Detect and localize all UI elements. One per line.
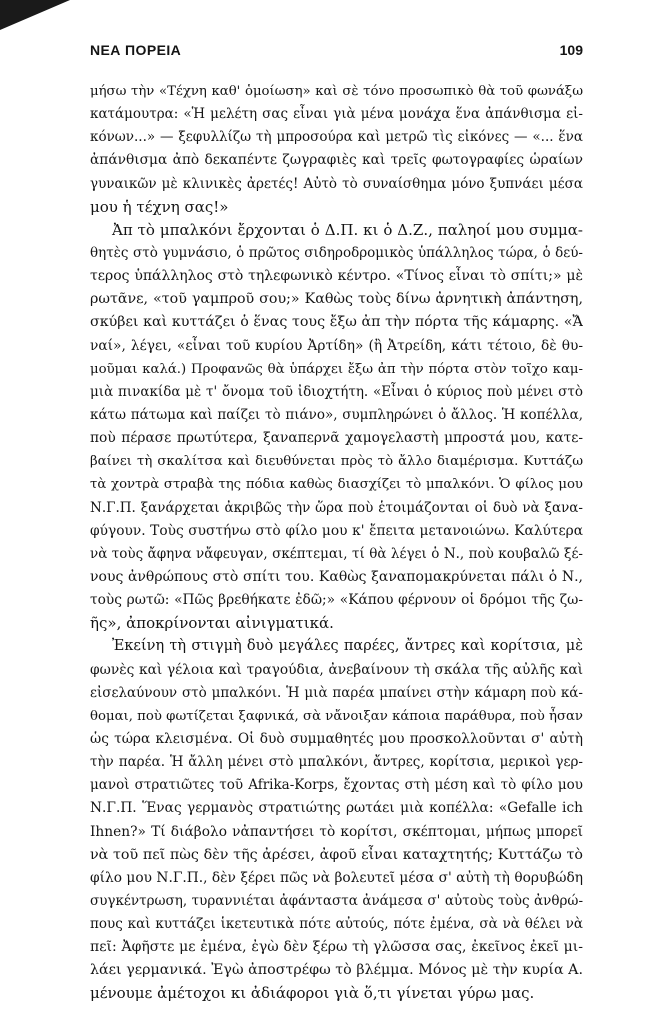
text-line: ῆς», ἀποκρίνονται αἰνιγματικά. (90, 614, 334, 633)
text-line: κόνων...» — ξεφυλλίζω τὴ μπροσούρα καὶ μετρῶ τὶς εἰκόνες — «... ἕνα (90, 129, 583, 146)
text-line: ναί», λέγει, «εἶναι τοῦ κυρίου Ἀρτίδη» (ἢ Ἀτρείδη, κάτι τέτοιο, δὲ θυ- (90, 337, 583, 354)
text-line: μιὰ πινακίδα μὲ τ' ὄνομα τοῦ ἰδιοχτήτη. «Εἶναι ὁ κύριος ποὺ μένει στὸ (90, 383, 583, 400)
text-line: μένουμε ἀμέτοχοι κι ἀδιάφοροι γιὰ ὅ,τι γίνεται γύρω μας. (90, 984, 535, 1003)
scan-shadow-corner (0, 0, 70, 30)
page-header (90, 42, 583, 64)
text-line: νὰ τοὺς ἄφηνα νἄφευγαν, σκέπτεμαι, τί θὰ λέγει ὁ Ν., ποὺ κουβαλῶ ξέ- (90, 545, 583, 562)
text-line: Ν.Γ.Π. Ἕνας γερμανὸς στρατιώτης ρωτάει μιὰ κοπέλλα: «Gefalle ich (90, 800, 583, 817)
text-line: φίλο μου Ν.Γ.Π., δὲν ξέρει πῶς νὰ βολευτεῖ μέσα σ' αὐτὴ τὴ θορυβώδη (90, 869, 583, 886)
text-line: τερος ὑπάλληλος στὸ τηλεφωνικὸ κέντρο. «Τίνος εἶναι τὸ σπίτι;» μὲ (90, 268, 583, 285)
text-line: ρωτᾶνε, «τοῦ γαμπροῦ σου;» Καθὼς τοὺς δίνω ἀρνητικὴ ἀπάντηση, (90, 291, 583, 308)
text-line: ὡς τώρα κλεισμένα. Οἱ δυὸ συμμαθητές μου προσκολλοῦνται σ' αὐτὴ (90, 730, 583, 747)
text-line: ποὺ πέρασε πρωτύτερα, ξαναπερνᾶ χαμογελαστὴ μπροστά μου, κατε- (90, 430, 583, 447)
text-line: σκύβει καὶ κυττάζει ὁ ἕνας τους ἔξω ἀπ τὴν πόρτα τῆς κάμαρης. «Ἄ (90, 314, 583, 331)
text-line: κατάμουτρα: «Ἡ μελέτη σας εἶναι γιὰ μένα μονάχα ἕνα ἀπάνθισμα εἰ- (90, 106, 583, 123)
text-line: εἰσελαύνουν στὸ μπαλκόνι. Ἡ μιὰ παρέα μπαίνει στὴν κάμαρη ποὺ κά- (90, 684, 583, 701)
text-line: Ἀπ τὸ μπαλκόνι ἔρχονται ὁ Δ.Π. κι ὁ Δ.Ζ., παληοί μου συμμα- (112, 220, 583, 239)
text-line: συγκέντρωση, τυραννιέται ἀφάνταστα ἀνάμεσα σ' αὐτοὺς τοὺς ἀνθρώ- (90, 892, 583, 909)
text-line: τὴν παρέα. Ἡ ἄλλη μένει στὸ μπαλκόνι, ἄντρες, κορίτσια, μερικοὶ γερ- (90, 754, 583, 771)
text-line: γυναικῶν μὲ κλινικὲς ἀρετές! Αὐτὸ τὸ συναίσθημα μόνο ξυπνάει μέσα (90, 175, 583, 192)
text-line: μανοὶ στρατιῶτες τοῦ Afrika-Korps, ἔχοντας στὴ μέση καὶ τὸ φίλο μου (90, 777, 583, 794)
running-title: ΝΕΑ ΠΟΡΕΙΑ (90, 42, 182, 58)
text-line: νους ἀνθρώπους στὸ σπίτι του. Καθὼς ξαναπομακρύνεται πάλι ὁ Ν., (90, 568, 583, 585)
text-line: φύγουν. Τοὺς συστήνω στὸ φίλο μου κ' ἔπειτα μετανοιώνω. Καλύτερα (90, 522, 583, 539)
text-line: πους καὶ κυττάζει ἱκετευτικὰ πότε αὐτούς, πότε ἐμένα, σὰ νὰ θέλει νὰ (90, 916, 583, 933)
text-line: λάει γερμανικά. Ἐγὼ ἀποστρέφω τὸ βλέμμα. Μόνος μὲ τὴν κυρία Α. (90, 962, 583, 979)
text-line: Ν.Γ.Π. ξανάρχεται ἀκριβῶς τὴν ὥρα ποὺ ἑτοιμάζονται οἱ δυὸ νὰ ξανα- (90, 499, 583, 516)
text-line: φωνὲς καὶ γέλοια καὶ τραγούδια, ἀνεβαίνουν τὴ σκάλα τῆς αὐλῆς καὶ (90, 661, 583, 678)
page-number: 109 (559, 42, 583, 58)
text-line: Ἐκείνη τὴ στιγμὴ δυὸ μεγάλες παρέες, ἄντρες καὶ κορίτσια, μὲ (112, 638, 583, 655)
text-line: θομαι, ποὺ φωτίζεται ξαφνικά, σὰ νἄνοιξαν κάποια παράθυρα, ποὺ ἦσαν (90, 708, 583, 724)
text-line: κάτω πάτωμα καὶ παίζει τὸ πιάνο», συμπληρώνει ὁ ἄλλος. Ἡ κοπέλλα, (90, 406, 583, 423)
text-line: μου ἡ τέχνη σας!» (90, 197, 229, 216)
text-line: μήσω τὴν «Τέχνη καθ' ὁμοίωση» καὶ σὲ τόνο προσωπικὸ θὰ τοῦ φωνάξω (90, 84, 583, 99)
text-line: νὰ τοῦ πεῖ πὼς δὲν τῆς ἀρέσει, ἀφοῦ εἶναι καταχτητής; Κυττάζω τὸ (90, 846, 583, 863)
text-line: μοῦμαι καλά.) Προφανῶς θὰ ὑπάρχει ἔξω ἀπ τὴν πόρτα στὸν τοῖχο καμ- (90, 361, 583, 377)
text-line: πεῖ: Ἀφῆστε με ἐμένα, ἐγὼ δὲν ξέρω τὴ γλῶσσα σας, ἐκεῖνος ἐκεῖ μι- (90, 939, 583, 956)
text-line: τοὺς ρωτῶ: «Πῶς βρεθήκατε ἐδῶ;» «Κάπου φέρνουν οἱ δρόμοι τῆς ζω- (90, 592, 583, 609)
body-text (90, 80, 583, 1006)
text-line: βαίνει τὴ σκαλίτσα καὶ διευθύνεται πρὸς τὸ ἄλλο διαμέρισμα. Κυττάζω (90, 454, 583, 470)
text-line: Ihnen?» Τί διάβολο νἀπαντήσει τὸ κορίτσι, σκέπτομαι, μήπως μπορεῖ (90, 823, 583, 840)
text-line: θητὲς στὸ γυμνάσιο, ὁ πρῶτος σιδηροδρομικὸς ὑπάλληλος τώρα, ὁ δεύ- (90, 244, 583, 261)
text-line: τὰ χοντρὰ στραβὰ της πόδια καθὼς διασχίζει τὸ μπαλκόνι. Ὁ φίλος μου (90, 477, 583, 493)
text-line: ἀπάνθισμα ἀπὸ δεκαπέντε ζωγραφιὲς καὶ τρεῖς φωτογραφίες ὡραίων (90, 152, 583, 169)
